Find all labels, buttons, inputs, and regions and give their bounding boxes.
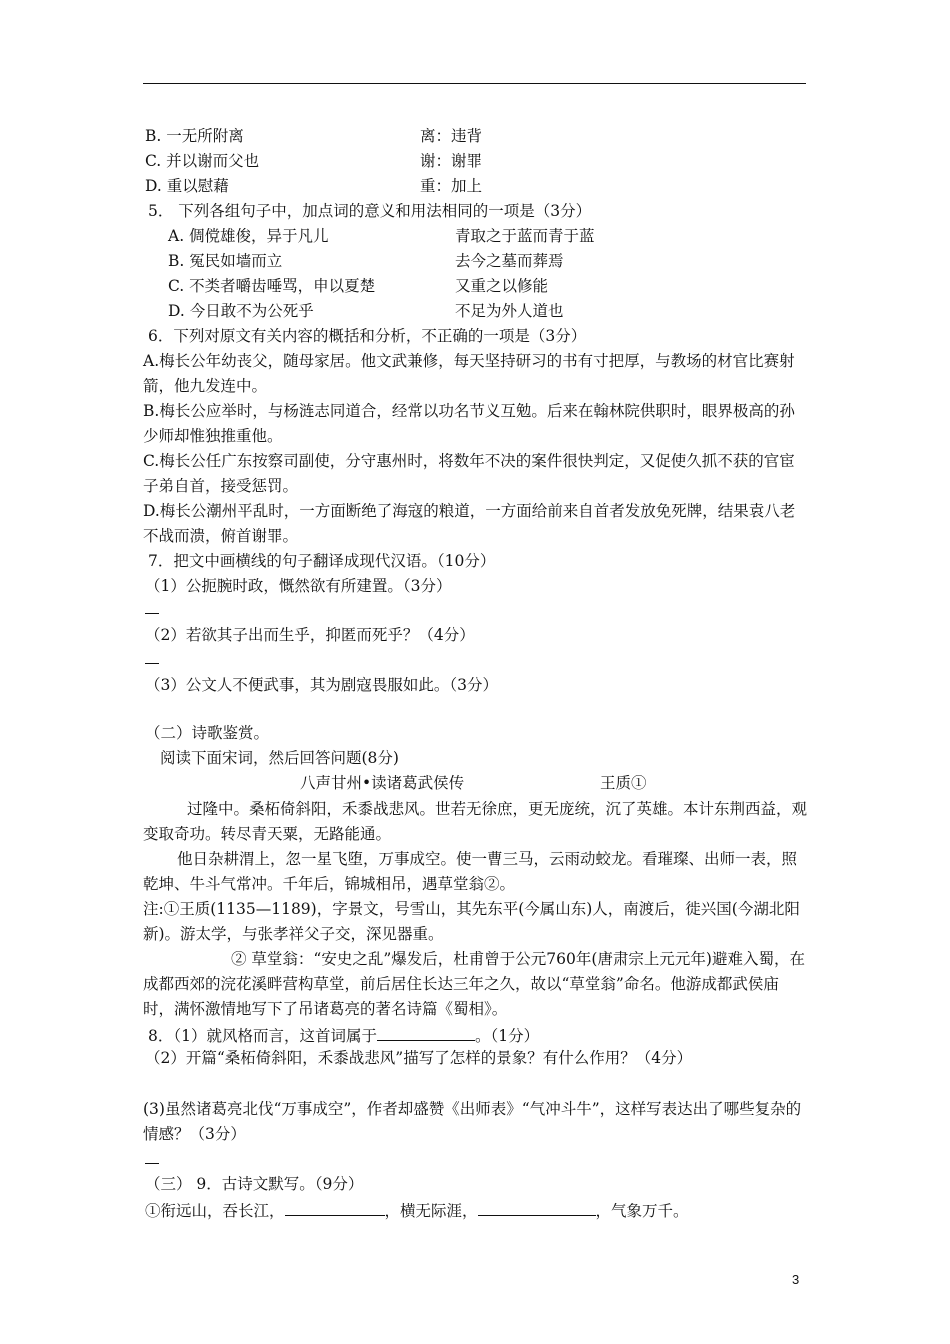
q7-sentence-1: （1）公扼腕时政，慨然欲有所建置。（3分） bbox=[145, 577, 452, 595]
q5-option-d: D. 今日敢不为公死乎 bbox=[168, 302, 314, 320]
q5-stem: 5． 下列各组句子中，加点词的意义和用法相同的一项是（3分） bbox=[148, 202, 592, 220]
q7-sentence-3: （3）公文人不便武事，其为剧寇畏服如此。（3分） bbox=[145, 676, 498, 694]
q7-sentence-2: （2）若欲其子出而生乎，抑匿而死乎？（4分） bbox=[145, 626, 475, 644]
answer-line bbox=[145, 1163, 159, 1164]
poem-author: 王质① bbox=[600, 774, 647, 792]
q6-option-b: B.梅长公应举时，与杨涟志同道合，经常以功名节义互勉。后来在翰林院供职时，眼界极高的孙少师却惟独推重他。 bbox=[143, 402, 795, 445]
q6-option-c: C.梅长公任广东按察司副使，分守惠州时，将数年不决的案件很快判定，又促使久抓不获的官宦子弟自首，接受惩罚。 bbox=[143, 452, 795, 495]
q5-option-d-right: 不足为外人道也 bbox=[455, 302, 564, 320]
fill-blank[interactable] bbox=[377, 1024, 475, 1041]
q4-option-c-def: 谢：谢罪 bbox=[420, 152, 483, 170]
poem-note-1: 注:①王质(1135—1189)，字景文，号雪山，其先东平(今属山东)人，南渡后，徙兴国(今湖北阳新)。游太学，与张孝祥父子交，深见器重。 bbox=[143, 900, 800, 943]
q5-option-a: A. 倜傥雄俊，异于凡儿 bbox=[168, 227, 329, 245]
header-rule bbox=[143, 83, 806, 84]
fill-blank[interactable] bbox=[285, 1199, 385, 1216]
poem-stanza-1: 过隆中。桑柘倚斜阳，禾黍战悲风。世若无徐庶，更无庞统，沉了英雄。本计东荆西益，观变取奇功。转尽青天粟，无路能通。 bbox=[143, 800, 808, 843]
q6-stem: 6．下列对原文有关内容的概括和分析，不正确的一项是（3分） bbox=[148, 327, 587, 345]
q4-option-d-def: 重：加上 bbox=[420, 177, 483, 195]
q4-option-c: C. 并以谢而父也 bbox=[145, 152, 260, 170]
q4-option-b-def: 离：违背 bbox=[420, 127, 483, 145]
fill-blank[interactable] bbox=[478, 1199, 596, 1216]
q8-question-2: （2）开篇“桑柘倚斜阳，禾黍战悲风”描写了怎样的景象？有什么作用？（4分） bbox=[145, 1049, 693, 1067]
q5-option-a-right: 青取之于蓝而青于蓝 bbox=[455, 227, 595, 245]
poem-intro: 阅读下面宋词，然后回答问题(8分) bbox=[160, 749, 399, 767]
q5-option-b-right: 去今之墓而葬焉 bbox=[455, 252, 564, 270]
q8-question-1: 8．（1）就风格而言，这首词属于 。（1分） bbox=[148, 1024, 539, 1046]
q5-option-b: B. 冤民如墙而立 bbox=[168, 252, 283, 270]
poem-stanza-2: 他日杂耕渭上，忽一星飞堕，万事成空。使一曹三马，云雨动蛟龙。看璀璨、出师一表，照乾坤、牛斗气常冲。千年后，锦城相吊，遇草堂翁②。 bbox=[143, 850, 798, 893]
q5-option-c-right: 又重之以修能 bbox=[455, 277, 549, 295]
q6-option-d: D.梅长公潮州平乱时，一方面断绝了海寇的粮道，一方面给前来自首者发放免死牌，结果袁八老不战而溃，俯首谢罪。 bbox=[143, 502, 796, 545]
q7-stem: 7．把文中画横线的句子翻译成现代汉语。（10分） bbox=[148, 552, 496, 570]
poem-section-heading: （二）诗歌鉴赏。 bbox=[145, 724, 270, 742]
q9-stem: （三） 9．古诗文默写。（9分） bbox=[145, 1175, 364, 1193]
q8-question-3: (3)虽然诸葛亮北伐“万事成空”，作者却盛赞《出师表》“气冲斗牛”，这样写表达出了哪些复杂的情感？（3分） bbox=[143, 1100, 802, 1143]
answer-line bbox=[145, 613, 159, 614]
q5-option-c: C. 不类者嚼齿唾骂，申以夏楚 bbox=[168, 277, 376, 295]
page-number: 3 bbox=[792, 1272, 800, 1287]
poem-title: 八声甘州•读诸葛武侯传 bbox=[300, 774, 465, 792]
q4-option-b: B. 一无所附离 bbox=[145, 127, 244, 145]
q6-option-a: A.梅长公年幼丧父，随母家居。他文武兼修，每天坚持研习的书有寸把厚，与教场的材官比赛射箭，他九发连中。 bbox=[143, 352, 795, 395]
answer-line bbox=[145, 663, 159, 664]
q9-line-1: ①衔远山，吞长江， ，横无际涯， ，气象万千。 bbox=[145, 1199, 689, 1221]
poem-note-2: ② 草堂翁：“安史之乱”爆发后，杜甫曾于公元760年(唐肃宗上元元年)避难入蜀，在成都西郊的浣花溪畔营构草堂，前后居住长达三年之久，故以“草堂翁”命名。他游成都武侯庙时，满怀激情地写下了吊诸葛亮的著名诗篇《蜀相》。 bbox=[143, 950, 805, 1018]
q4-option-d: D. 重以慰藉 bbox=[145, 177, 229, 195]
